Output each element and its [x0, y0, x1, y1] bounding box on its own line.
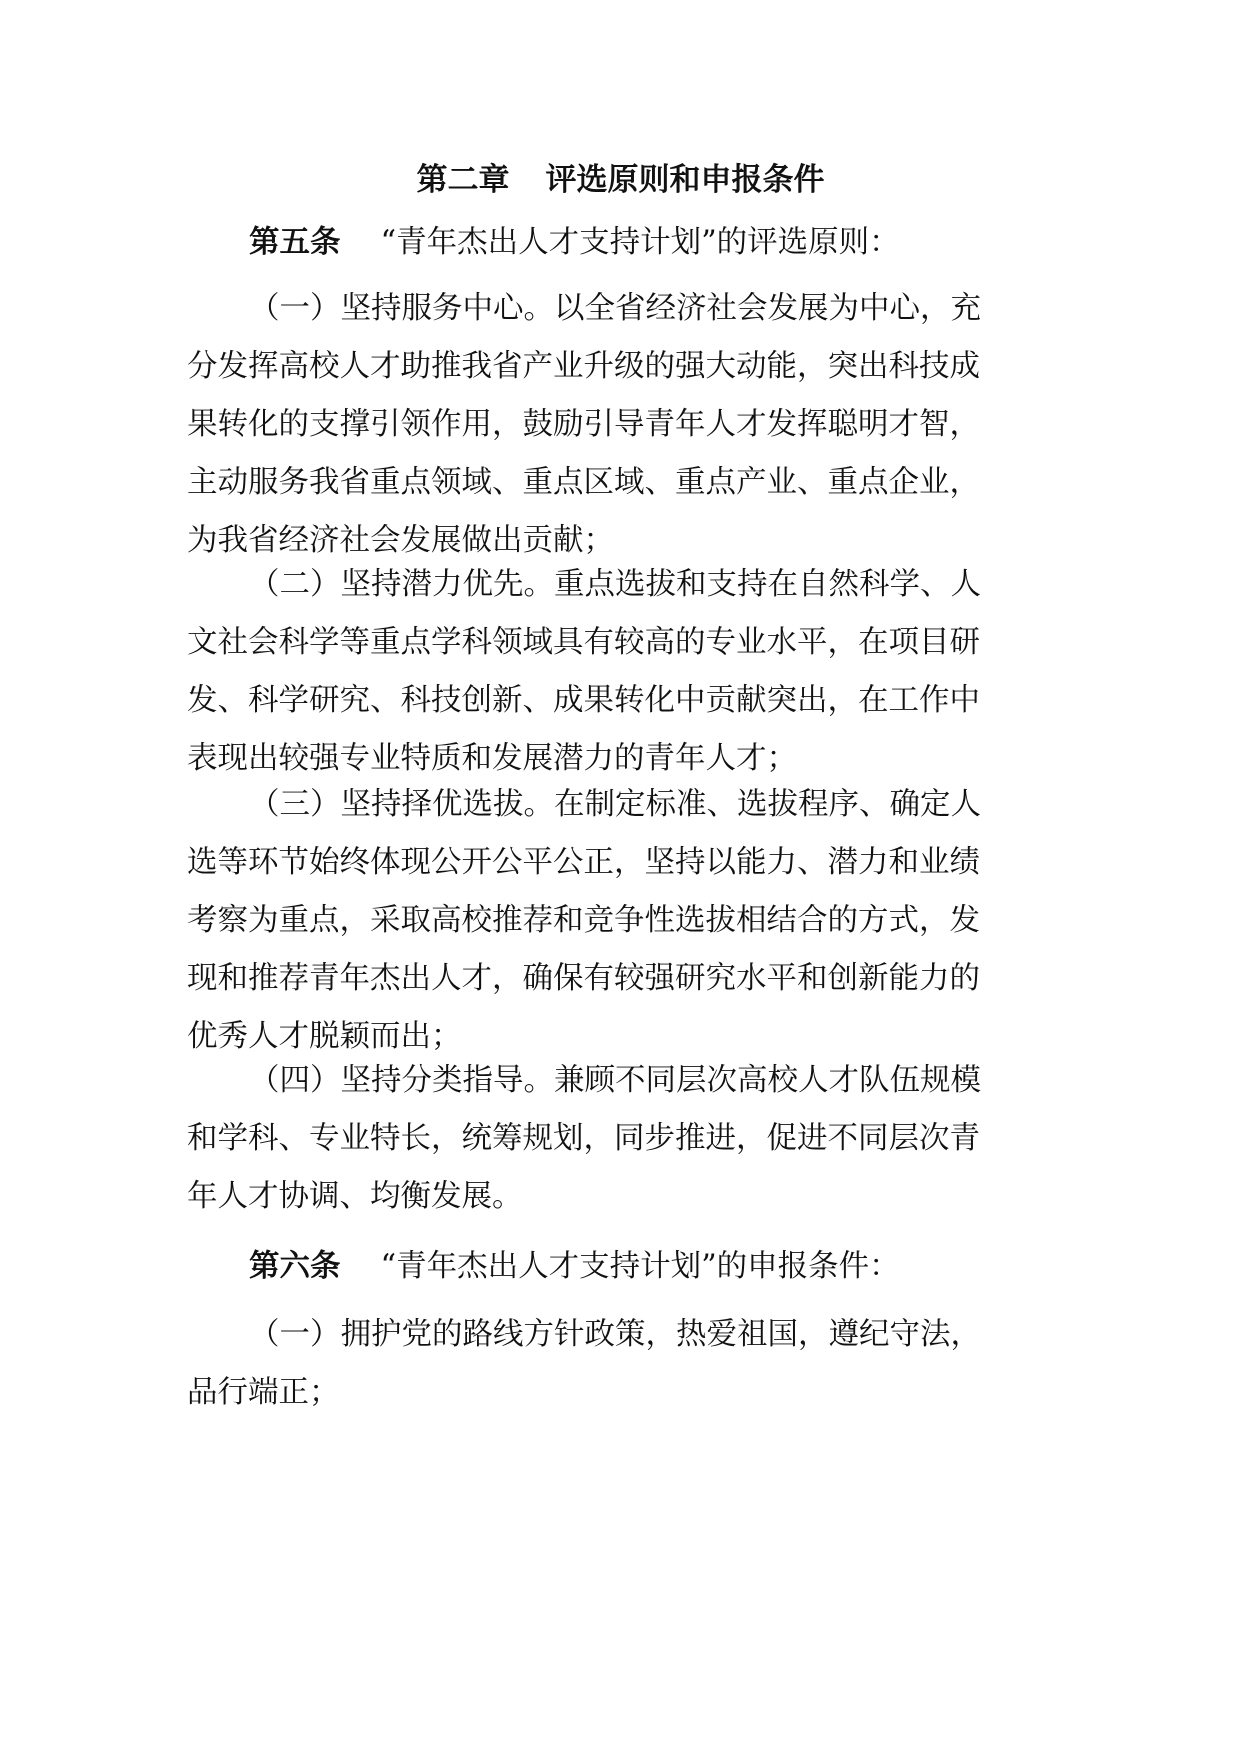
paragraph-line: 文社会科学等重点学科领域具有较高的专业水平，在项目研 — [187, 625, 980, 660]
article-5-text: “青年杰出人才支持计划”的评选原则： — [380, 225, 900, 260]
principle-1 — [187, 280, 1057, 570]
paragraph-line: （四）坚持分类指导。兼顾不同层次高校人才队伍规模 — [249, 1063, 981, 1098]
chapter-name: 评选原则和申报条件 — [545, 162, 825, 198]
paragraph-line: 优秀人才脱颖而出； — [187, 1019, 462, 1054]
paragraph-line: 选等环节始终体现公开公平公正，坚持以能力、潜力和业绩 — [187, 845, 980, 880]
paragraph-line: 年人才协调、均衡发展。 — [187, 1179, 523, 1214]
paragraph-line: （一）坚持服务中心。以全省经济社会发展为中心，充 — [249, 291, 981, 326]
paragraph-line: 为我省经济社会发展做出贡献； — [187, 523, 614, 558]
paragraph-line: 发、科学研究、科技创新、成果转化中贡献突出，在工作中 — [187, 683, 980, 718]
paragraph-line: 果转化的支撑引领作用，鼓励引导青年人才发挥聪明才智， — [187, 407, 980, 442]
paragraph-line: 现和推荐青年杰出人才，确保有较强研究水平和创新能力的 — [187, 961, 980, 996]
principle-4 — [187, 1052, 1057, 1226]
article-6-text: “青年杰出人才支持计划”的申报条件： — [380, 1249, 900, 1284]
paragraph-line: 表现出较强专业特质和发展潜力的青年人才； — [187, 741, 797, 776]
article-5-label: 第五条 — [249, 225, 341, 260]
paragraph-line: 考察为重点，采取高校推荐和竞争性选拔相结合的方式，发 — [187, 903, 980, 938]
article-6 — [187, 1238, 1057, 1296]
article-6-label: 第六条 — [249, 1249, 341, 1284]
paragraph-line: 分发挥高校人才助推我省产业升级的强大动能，突出科技成 — [187, 349, 980, 384]
paragraph-line: 品行端正； — [187, 1375, 340, 1410]
chapter-title — [0, 160, 1241, 200]
article-5 — [187, 214, 1057, 272]
condition-1 — [187, 1306, 1057, 1422]
paragraph-line: 和学科、专业特长，统筹规划，同步推进，促进不同层次青 — [187, 1121, 980, 1156]
paragraph-line: （二）坚持潜力优先。重点选拔和支持在自然科学、人 — [249, 567, 981, 602]
principle-3 — [187, 776, 1057, 1066]
paragraph-line: 主动服务我省重点领域、重点区域、重点产业、重点企业， — [187, 465, 980, 500]
principle-2 — [187, 556, 1057, 788]
chapter-number: 第二章 — [416, 162, 510, 198]
paragraph-line: （三）坚持择优选拔。在制定标准、选拔程序、确定人 — [249, 787, 981, 822]
paragraph-line: （一）拥护党的路线方针政策，热爱祖国，遵纪守法， — [249, 1317, 981, 1352]
